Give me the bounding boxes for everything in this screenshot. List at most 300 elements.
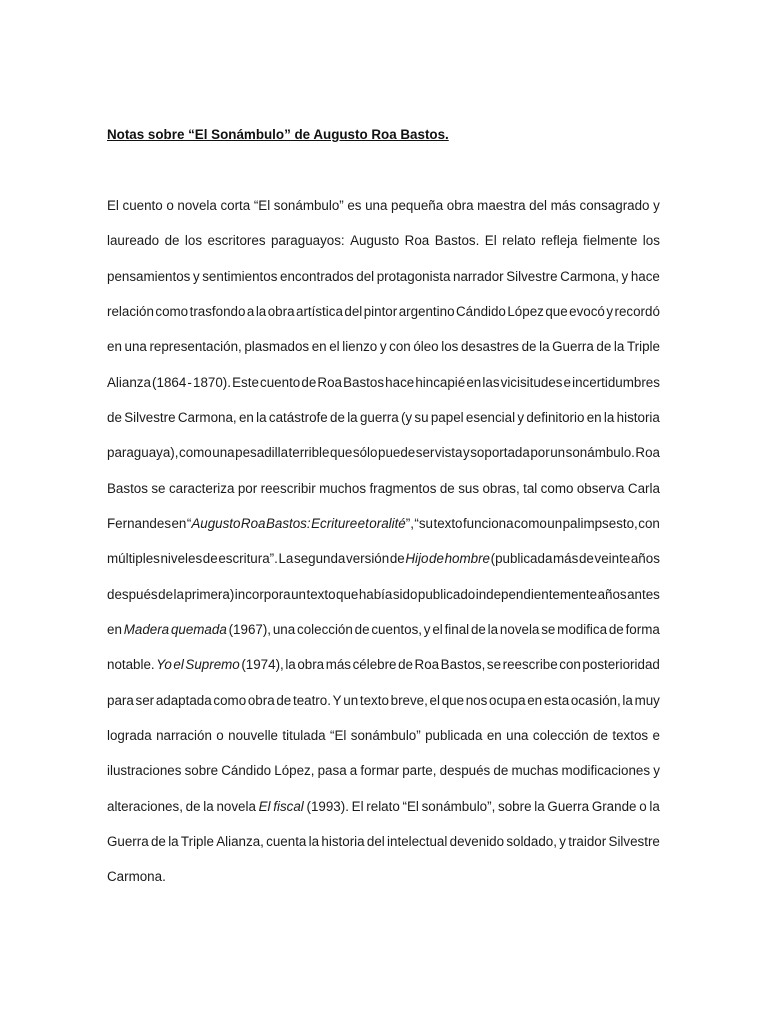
word: muy — [634, 692, 660, 708]
word: veinte — [594, 551, 631, 567]
word: La — [278, 551, 294, 567]
word: obra — [446, 198, 474, 213]
word: en — [238, 409, 254, 425]
word: los — [441, 339, 459, 355]
word: (y — [400, 409, 413, 425]
word: El — [258, 798, 271, 814]
word: Triple — [626, 339, 660, 355]
word: de — [301, 374, 317, 390]
word: a — [349, 763, 358, 779]
word: una — [272, 621, 296, 637]
word: del — [529, 198, 548, 213]
word: hace — [630, 268, 660, 284]
word: ilustraciones — [107, 763, 182, 779]
word: con — [389, 339, 411, 355]
word: más — [325, 657, 352, 673]
word: de — [185, 798, 201, 814]
word: definitorio — [526, 409, 585, 425]
word: del — [356, 268, 375, 284]
word: sonámbulo” — [350, 727, 421, 743]
word: fiscal — [273, 798, 304, 814]
word: et — [357, 515, 369, 531]
word: paraguaya), — [107, 445, 179, 461]
paragraph-line — [107, 337, 660, 372]
paragraph-line — [107, 549, 660, 584]
word: la — [622, 692, 633, 708]
word: laureado — [107, 233, 160, 249]
word: Triple — [180, 833, 214, 849]
word: novela — [499, 621, 540, 637]
paragraph-line — [107, 479, 660, 514]
word: ocupa — [489, 692, 526, 708]
word: la — [487, 621, 499, 637]
word: la — [168, 833, 179, 849]
word: Roa — [414, 657, 440, 673]
word: “El — [253, 198, 271, 213]
word: Madera — [123, 621, 170, 637]
word: Hijo — [405, 551, 429, 567]
word: y — [653, 763, 660, 779]
word: Ecriture — [311, 515, 358, 531]
word: relación — [107, 303, 154, 319]
word: lienzo — [342, 339, 378, 355]
word: por — [237, 480, 258, 496]
word: El — [351, 798, 364, 814]
word: hombre — [444, 551, 490, 567]
word: sus — [458, 480, 480, 496]
word: soldado, — [506, 833, 557, 849]
word: como — [179, 445, 212, 461]
word: refleja — [541, 233, 578, 249]
word: Fernandes — [107, 515, 172, 531]
word: la — [534, 798, 545, 814]
word: intelectual — [387, 833, 448, 849]
word: de — [493, 763, 509, 779]
word: sólo — [352, 445, 378, 461]
word: Bastos — [107, 480, 148, 496]
word: Alianza, — [216, 833, 264, 849]
word: Alianza — [107, 374, 151, 390]
word: la — [255, 303, 267, 319]
word: del — [366, 833, 385, 849]
word: que — [336, 586, 359, 602]
word: Carmona, — [177, 409, 237, 425]
word: 1870). — [193, 374, 231, 390]
word: funciona — [462, 515, 514, 531]
word: relato — [502, 233, 536, 249]
word: una — [365, 198, 388, 213]
word: obras, — [482, 480, 520, 496]
word: Guerra — [552, 339, 594, 355]
word: como — [155, 303, 189, 319]
word: y — [653, 198, 660, 213]
word: en — [486, 727, 502, 743]
word: teatro. — [292, 692, 331, 708]
word: las — [482, 374, 500, 390]
word: es — [347, 198, 362, 213]
paragraph-line — [107, 585, 660, 620]
word: colección — [297, 621, 353, 637]
word: El — [484, 233, 497, 249]
word: el — [329, 339, 340, 355]
word: “El — [329, 727, 347, 743]
word: vista — [434, 445, 463, 461]
word: y — [463, 445, 470, 461]
word: sobre — [498, 798, 532, 814]
word: texto — [306, 586, 336, 602]
word: en — [466, 374, 482, 390]
word: argentino — [398, 303, 455, 319]
word: sido — [392, 586, 418, 602]
word: reescribir — [260, 480, 316, 496]
word: la — [203, 798, 214, 814]
word: tal — [523, 480, 538, 496]
word: más — [553, 551, 579, 567]
word: en — [107, 621, 122, 637]
word: hace — [385, 374, 415, 390]
word: hincapié — [415, 374, 466, 390]
word: había — [358, 586, 393, 602]
word: textos — [612, 727, 649, 743]
word: Y — [332, 692, 342, 708]
word: Carla — [627, 480, 660, 496]
word: nouvelle — [228, 727, 279, 743]
word: múltiples — [107, 551, 160, 567]
word: novela — [177, 198, 217, 213]
word: cuenta — [266, 833, 307, 849]
word: colección — [532, 727, 589, 743]
word: y — [379, 339, 387, 355]
word: escritura”. — [218, 551, 278, 567]
word: en — [527, 692, 543, 708]
word: historia — [616, 409, 660, 425]
word: cuentos, — [371, 621, 422, 637]
word: texto — [433, 515, 463, 531]
word: pequeña — [391, 198, 444, 213]
word: oralité”, — [369, 515, 414, 531]
word: texto — [359, 692, 389, 708]
word: de — [593, 727, 608, 743]
paragraph-line — [107, 231, 660, 266]
word: e — [652, 727, 660, 743]
word: (1864 — [152, 374, 187, 390]
word: Roa — [317, 374, 342, 390]
word: después — [439, 763, 491, 779]
word: (1967), — [228, 621, 272, 637]
word: “Augusto — [186, 515, 241, 531]
word: en — [586, 409, 602, 425]
word: forma — [625, 621, 660, 637]
word: esencial — [465, 409, 516, 425]
word: ser — [415, 445, 435, 461]
word: adaptada — [155, 692, 212, 708]
word: pasa — [317, 763, 347, 779]
word: con — [559, 657, 581, 673]
word: los — [184, 233, 203, 249]
word: sobre — [184, 763, 219, 779]
paragraph-line — [107, 514, 660, 549]
word: y — [606, 303, 614, 319]
word: reescribe — [502, 657, 558, 673]
word: muchos — [319, 480, 367, 496]
word: cuento — [122, 198, 163, 213]
word: Cándido — [456, 303, 506, 319]
word: publicada — [425, 727, 483, 743]
word: Silvestre — [608, 833, 660, 849]
word: un — [291, 586, 306, 602]
word: la — [308, 833, 320, 849]
paragraph-line — [107, 797, 660, 832]
word: relato — [366, 798, 400, 814]
word: y — [423, 621, 431, 637]
word: la — [173, 586, 184, 602]
paragraph-line — [107, 408, 660, 443]
word: novela — [216, 798, 256, 814]
word: ocasión, — [570, 692, 621, 708]
word: óleo — [413, 339, 439, 355]
word: de — [470, 621, 486, 637]
word: Guerra — [107, 833, 149, 849]
word: como — [514, 515, 547, 531]
word: de — [521, 339, 537, 355]
word: devenido — [449, 833, 505, 849]
word: se — [541, 621, 556, 637]
word: y — [621, 268, 629, 284]
word: Bastos — [343, 374, 385, 390]
word: del — [344, 303, 363, 319]
word: en — [311, 339, 327, 355]
word: la — [285, 657, 296, 673]
word: de — [608, 621, 624, 637]
word: primera) — [184, 586, 235, 602]
word: narrador — [453, 268, 504, 284]
word: guerra — [359, 409, 399, 425]
word: Bastos. — [434, 233, 480, 249]
word: y — [559, 833, 566, 849]
word: una — [506, 727, 529, 743]
word: Roa — [240, 515, 266, 531]
word: con — [638, 515, 660, 531]
paragraph-line — [107, 267, 660, 302]
word: publicado — [417, 586, 476, 602]
word: niveles — [160, 551, 203, 567]
word: e — [563, 374, 571, 390]
word: en — [107, 339, 122, 355]
word: Augusto — [350, 233, 400, 249]
word: “su — [414, 515, 434, 531]
word: Supremo — [185, 657, 240, 673]
word: Este — [232, 374, 259, 390]
word: obra — [297, 657, 325, 673]
word: fragmentos — [369, 480, 437, 496]
paragraph-line — [107, 655, 660, 690]
word: que — [441, 692, 465, 708]
word: un — [343, 692, 359, 708]
word: (1974), — [241, 657, 284, 673]
word: incorpora — [234, 586, 291, 602]
word: de — [354, 621, 370, 637]
word: cuento — [260, 374, 301, 390]
word: que — [330, 445, 353, 461]
word: (1993). — [306, 798, 349, 814]
word: puede — [378, 445, 416, 461]
word: una — [124, 339, 147, 355]
word: Roa — [404, 233, 430, 249]
word: titulada — [282, 727, 326, 743]
word: artística — [296, 303, 343, 319]
word: desastres — [460, 339, 520, 355]
word: pintor — [363, 303, 398, 319]
word: segunda — [294, 551, 346, 567]
word: se — [486, 657, 502, 673]
word: recordó — [614, 303, 660, 319]
word: un — [550, 445, 566, 461]
word: terrible — [288, 445, 330, 461]
word: obra — [247, 692, 275, 708]
word: - — [187, 374, 192, 390]
word: de — [276, 692, 292, 708]
word: formar — [360, 763, 400, 779]
paragraph-line — [107, 302, 660, 337]
word: de — [150, 833, 166, 849]
word: muchas — [511, 763, 559, 779]
word: en — [171, 515, 187, 531]
word: breve, — [390, 692, 428, 708]
word: Carmona. — [107, 869, 166, 885]
word: de — [164, 233, 180, 249]
word: maestra — [477, 198, 526, 213]
word: sonámbulo” — [273, 198, 344, 213]
word: caracteriza — [168, 480, 235, 496]
word: o — [639, 798, 647, 814]
word: fielmente — [583, 233, 638, 249]
paragraph-line — [107, 832, 660, 867]
word: un — [547, 515, 563, 531]
word: antes — [627, 586, 660, 602]
word: de — [596, 339, 612, 355]
word: Guerra — [547, 798, 590, 814]
word: y — [192, 268, 200, 284]
word: alteraciones, — [107, 798, 183, 814]
paragraph-line — [107, 620, 660, 655]
word: más — [550, 198, 576, 213]
word: esta — [543, 692, 570, 708]
paragraph-line — [107, 761, 660, 796]
word: independientemente — [475, 586, 598, 602]
word: lograda — [107, 727, 152, 743]
body-paragraph — [107, 196, 660, 903]
word: parte, — [402, 763, 437, 779]
word: Cándido — [221, 763, 272, 779]
word: como — [213, 692, 247, 708]
word: representación, — [149, 339, 242, 355]
word: de — [439, 480, 455, 496]
word: consagrado — [579, 198, 650, 213]
word: trasfondo — [189, 303, 246, 319]
word: de — [398, 657, 413, 673]
word: de — [578, 551, 594, 567]
word: plasmados — [244, 339, 310, 355]
paragraph-line — [107, 691, 660, 726]
word: su — [414, 409, 429, 425]
word: sonámbulo”, — [421, 798, 496, 814]
word: protagonista — [376, 268, 451, 284]
word: versión — [346, 551, 390, 567]
word: años — [630, 551, 660, 567]
word: papel — [430, 409, 464, 425]
word: la — [649, 798, 660, 814]
word: por — [530, 445, 550, 461]
word: Carmona, — [560, 268, 619, 284]
paragraph-line — [107, 373, 660, 408]
word: que — [545, 303, 568, 319]
word: incertidumbres — [572, 374, 660, 390]
word: (publicada — [490, 551, 553, 567]
word: y — [517, 409, 525, 425]
word: pesadilla — [235, 445, 289, 461]
word: El — [107, 198, 119, 213]
word: el — [429, 692, 440, 708]
paragraph-line — [107, 867, 660, 902]
word: de — [330, 409, 345, 425]
word: Bastos: — [265, 515, 311, 531]
word: modificaciones — [561, 763, 651, 779]
word: ser — [135, 692, 155, 708]
word: para — [107, 692, 134, 708]
word: célebre — [352, 657, 397, 673]
word: Bastos, — [440, 657, 486, 673]
word: modifica — [557, 621, 608, 637]
word: notable. — [107, 657, 155, 673]
word: López — [507, 303, 544, 319]
word: soportada — [470, 445, 530, 461]
word: Yo — [156, 657, 172, 673]
word: evocó — [569, 303, 605, 319]
word: una — [212, 445, 235, 461]
word: el — [173, 657, 184, 673]
word: sonámbulo. — [565, 445, 635, 461]
word: después — [107, 586, 158, 602]
word: historia — [321, 833, 365, 849]
word: pensamientos — [107, 268, 191, 284]
word: como — [540, 480, 574, 496]
word: traidor — [568, 833, 607, 849]
word: nos — [465, 692, 488, 708]
document-title: Notas sobre “El Sonámbulo” de Augusto Roa Bastos. — [107, 127, 449, 142]
word: la — [613, 339, 625, 355]
word: Silvestre — [124, 409, 176, 425]
word: sentimientos — [202, 268, 278, 284]
word: narración — [156, 727, 212, 743]
word: catástrofe — [268, 409, 328, 425]
word: palimpsesto, — [562, 515, 638, 531]
word: a — [246, 303, 255, 319]
paragraph-line — [107, 726, 660, 761]
word: de — [202, 551, 218, 567]
word: escritores — [207, 233, 266, 249]
word: Roa — [635, 445, 660, 461]
word: la — [603, 409, 615, 425]
word: final — [444, 621, 470, 637]
word: encontrados — [280, 268, 354, 284]
word: de — [107, 409, 122, 425]
word: la — [539, 339, 550, 355]
word: de — [389, 551, 405, 567]
word: o — [166, 198, 174, 213]
word: López, — [274, 763, 315, 779]
word: la — [256, 409, 267, 425]
word: quemada — [170, 621, 227, 637]
